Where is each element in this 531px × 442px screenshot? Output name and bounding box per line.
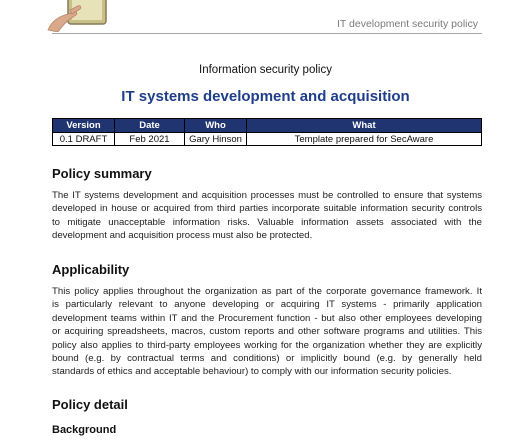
text-line: This policy applies throughout the organization as part of the corporate governance framework. It: [52, 286, 482, 297]
heading-applicability: Applicability: [52, 262, 130, 277]
paragraph-applicability: [52, 285, 482, 379]
text-line: to mitigate unacceptable information risks. Valuable information assets associated with the: [52, 216, 482, 228]
column-header-version: Version: [53, 119, 115, 133]
text-line: development and acquisition process must also be protected.: [52, 230, 313, 242]
text-line: development teams within IT and the Procurement function - but also other employees developing: [52, 312, 482, 324]
cell-who: Gary Hinson: [185, 133, 247, 146]
document-subtitle: Information security policy: [199, 64, 332, 76]
text-line: is particularly relevant to anyone developing or acquiring IT systems - primarily application: [52, 299, 482, 311]
secaware-logo: [42, 0, 112, 32]
cell-date: Feb 2021: [115, 133, 185, 146]
text-line: or acquiring spreadsheets, macros, custom reports and other software programs and utilities. This: [52, 326, 482, 338]
paragraph-policy-summary: [52, 189, 482, 243]
column-header-date: Date: [115, 119, 185, 133]
header-divider: [52, 33, 482, 34]
heading-policy-detail: Policy detail: [52, 397, 128, 412]
column-header-what: What: [247, 119, 482, 133]
text-line: bound (e.g. by contractual terms and conditions) or implicitly bound (e.g. by generally held: [52, 352, 482, 364]
text-line: The IT systems development and acquisition processes must be controlled to ensure that systems: [52, 190, 482, 201]
text-line: policy also applies to third-party employees working for the organization whether they are explicitly: [52, 339, 482, 351]
table-row: [53, 133, 482, 146]
cell-version: 0.1 DRAFT: [53, 133, 115, 146]
document-title: IT systems development and acquisition: [121, 88, 410, 105]
running-header: IT development security policy: [336, 18, 478, 30]
heading-policy-summary: Policy summary: [52, 166, 152, 181]
version-table: [52, 118, 482, 146]
subheading-background: Background: [52, 424, 117, 436]
cell-what: Template prepared for SecAware: [247, 133, 482, 146]
text-line: standards of ethics and acceptable behaviour) to comply with our information security policies.: [52, 366, 452, 378]
column-header-who: Who: [185, 119, 247, 133]
text-line: developed in house or acquired from third parties incorporate suitable information security controls: [52, 203, 482, 215]
version-table-header: [53, 119, 482, 133]
